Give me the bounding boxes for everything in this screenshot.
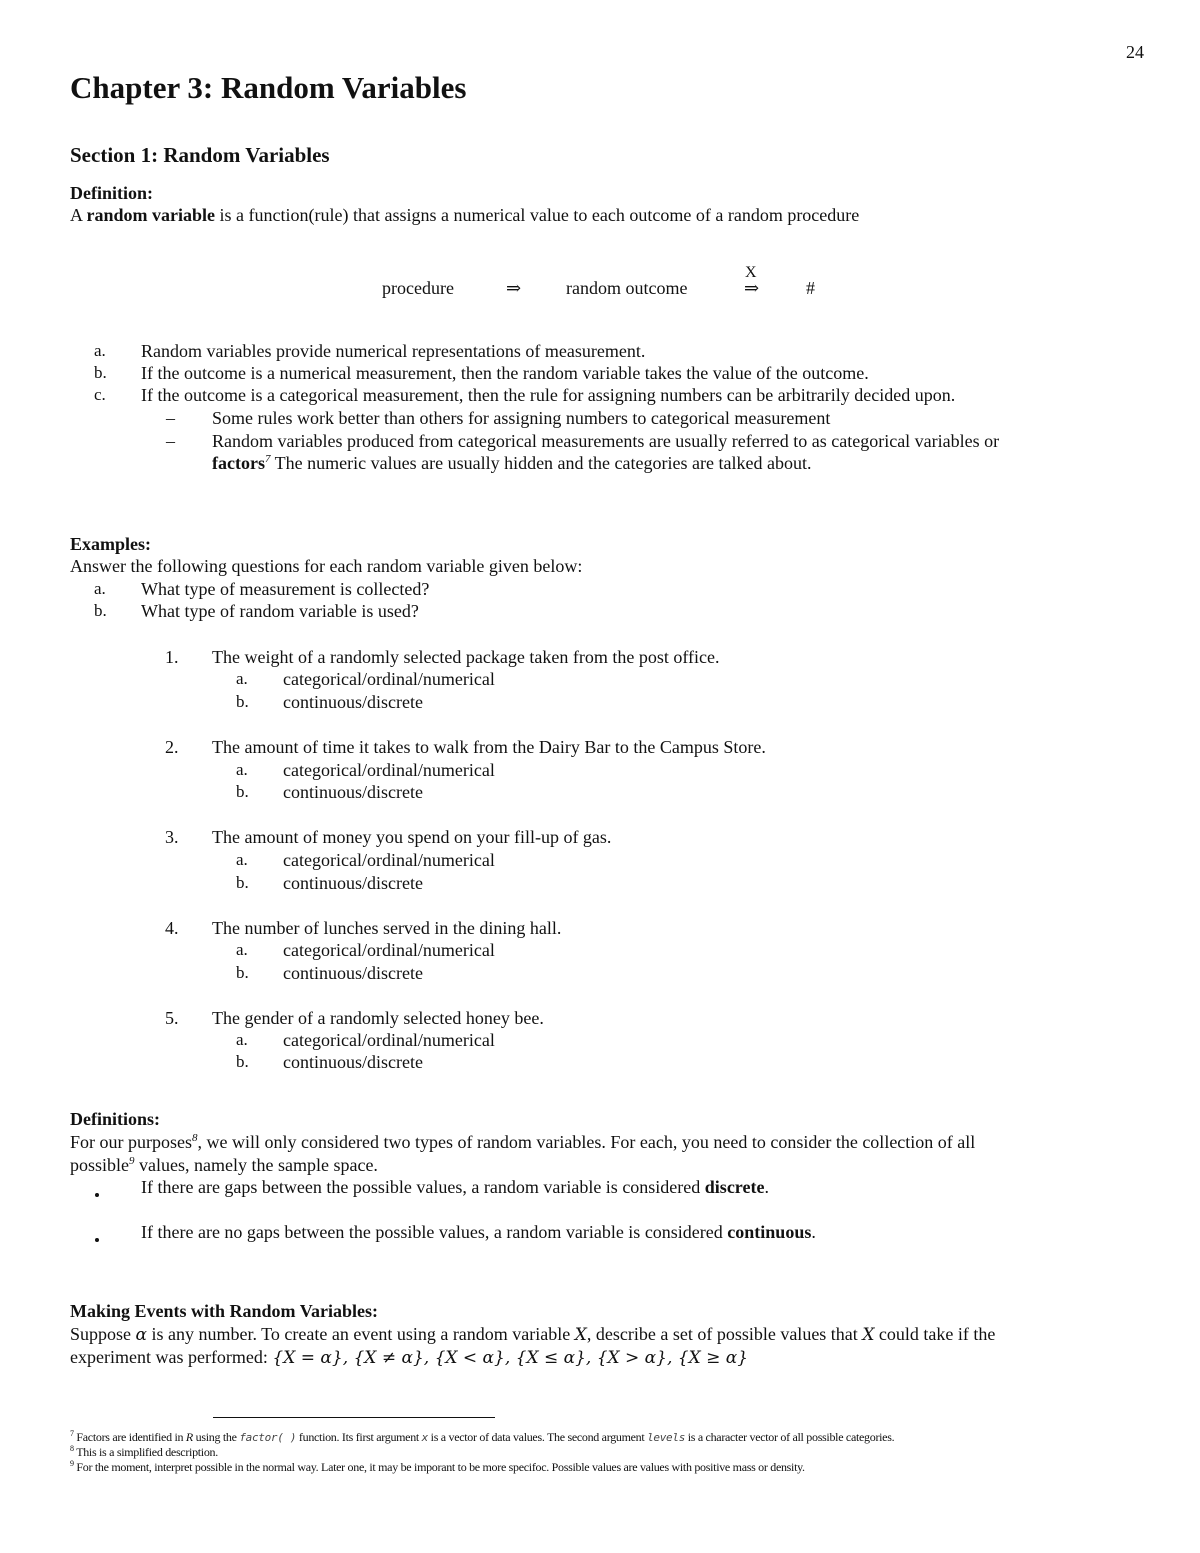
footnote-7: $^7$ Factors are identified in R using the factor( ) function. Its first argument x is a vector of data values. The second argument levels is a character vector of all possible categories.: [70, 1429, 895, 1444]
flow-x-label: X: [745, 264, 757, 281]
example-option-b: continuous/discrete: [283, 782, 423, 802]
discrete-definition: If there are gaps between the possible values, a random variable is considered discrete.: [141, 1177, 769, 1197]
example-sub-marker: a.: [236, 760, 248, 779]
question-text: What type of measurement is collected?: [141, 579, 430, 599]
flow-arrow-2: ⇒: [744, 278, 760, 298]
example-number: 4.: [165, 918, 179, 938]
example-number: 2.: [165, 737, 179, 757]
note-marker: a.: [94, 341, 106, 360]
example-sub-marker: a.: [236, 850, 248, 869]
example-number: 1.: [165, 647, 179, 667]
flow-procedure: procedure: [382, 278, 454, 298]
example-sub-marker: b.: [236, 692, 249, 711]
continuous-term: continuous: [727, 1222, 812, 1242]
example-option-a: categorical/ordinal/numerical: [283, 850, 495, 870]
event-sets: {X = α}, {X ≠ α}, {X < α}, {X ≤ α}, {X > α}, {X ≥ α}: [272, 1348, 749, 1368]
factors-term: factors: [212, 453, 265, 473]
note-text: If the outcome is a numerical measurement, then the random variable takes the value of the outcome.: [141, 363, 869, 383]
example-text: The number of lunches served in the dining hall.: [212, 918, 562, 938]
sub-note-text-continued: factors$^7$ The numeric values are usually hidden and the categories are talked about.: [212, 453, 812, 473]
footnote-separator: [213, 1417, 495, 1418]
question-text: What type of random variable is used?: [141, 601, 419, 621]
flow-random-outcome: random outcome: [566, 278, 688, 298]
example-sub-marker: a.: [236, 1030, 248, 1049]
footnote-ref-9: 9: [129, 1155, 135, 1167]
examples-heading: Examples:: [70, 534, 151, 554]
example-text: The weight of a randomly selected package taken from the post office.: [212, 647, 720, 667]
example-sub-marker: b.: [236, 782, 249, 801]
question-marker: a.: [94, 579, 106, 598]
example-number: 3.: [165, 827, 179, 847]
example-sub-marker: b.: [236, 963, 249, 982]
note-marker: c.: [94, 385, 106, 404]
example-option-b: continuous/discrete: [283, 963, 423, 983]
definitions-line-1: For our purposes$^8$, we will only considered two types of random variables. For each, you need to consider the collection of all: [70, 1132, 976, 1152]
example-option-a: categorical/ordinal/numerical: [283, 940, 495, 960]
example-number: 5.: [165, 1008, 179, 1028]
bullet-icon: [95, 1184, 99, 1202]
flow-arrow-1: ⇒: [506, 278, 522, 298]
example-option-a: categorical/ordinal/numerical: [283, 1030, 495, 1050]
events-line-1: Suppose α is any number. To create an event using a random variable X, describe a set of possible values that X could take if the: [70, 1324, 996, 1345]
sub-note-dash: –: [166, 431, 175, 451]
events-line-2: experiment was performed: {X = α}, {X ≠ α}, {X < α}, {X ≤ α}, {X > α}, {X ≥ α}: [70, 1347, 749, 1368]
page-number: 24: [1126, 42, 1144, 62]
example-sub-marker: a.: [236, 940, 248, 959]
note-marker: b.: [94, 363, 107, 382]
definition-term: random variable: [86, 205, 216, 225]
sub-note-dash: –: [166, 408, 175, 428]
example-text: The amount of money you spend on your fill-up of gas.: [212, 827, 612, 847]
example-sub-marker: b.: [236, 873, 249, 892]
footnote-8: $^8$ This is a simplified description.: [70, 1444, 218, 1459]
example-sub-marker: a.: [236, 669, 248, 688]
question-marker: b.: [94, 601, 107, 620]
example-option-b: continuous/discrete: [283, 1052, 423, 1072]
example-text: The amount of time it takes to walk from the Dairy Bar to the Campus Store.: [212, 737, 766, 757]
definitions-heading: Definitions:: [70, 1109, 160, 1129]
example-option-a: categorical/ordinal/numerical: [283, 760, 495, 780]
continuous-definition: If there are no gaps between the possible values, a random variable is considered continuous.: [141, 1222, 816, 1242]
example-option-a: categorical/ordinal/numerical: [283, 669, 495, 689]
footnote-ref-7: 7: [264, 453, 271, 465]
bullet-icon: [95, 1229, 99, 1247]
example-option-b: continuous/discrete: [283, 692, 423, 712]
sub-note-text: Random variables produced from categorical measurements are usually referred to as categorical variables or: [212, 431, 1000, 451]
events-heading: Making Events with Random Variables:: [70, 1301, 379, 1321]
sub-note-text: Some rules work better than others for assigning numbers to categorical measurement: [212, 408, 831, 428]
examples-intro: Answer the following questions for each random variable given below:: [70, 556, 583, 576]
example-sub-marker: b.: [236, 1052, 249, 1071]
footnote-9: $^9$ For the moment, interpret possible in the normal way. Later one, it may be imporant to be more specifoc. Possible values are values with positive mass or density.: [70, 1459, 805, 1474]
definitions-line-2: possible$^9$ values, namely the sample space.: [70, 1155, 378, 1175]
example-option-b: continuous/discrete: [283, 873, 423, 893]
note-text: If the outcome is a categorical measurement, then the rule for assigning numbers can be arbitrarily decided upon.: [141, 385, 956, 405]
definition-text: A random variable is a function(rule) that assigns a numerical value to each outcome of a random procedure: [70, 205, 860, 225]
discrete-term: discrete: [704, 1177, 765, 1197]
flow-number-symbol: #: [806, 278, 815, 298]
chapter-title: Chapter 3: Random Variables: [70, 70, 467, 105]
section-title: Section 1: Random Variables: [70, 143, 330, 167]
definition-heading: Definition:: [70, 183, 153, 203]
note-text: Random variables provide numerical representations of measurement.: [141, 341, 646, 361]
example-text: The gender of a randomly selected honey bee.: [212, 1008, 544, 1028]
footnote-ref-8: 8: [192, 1132, 198, 1144]
